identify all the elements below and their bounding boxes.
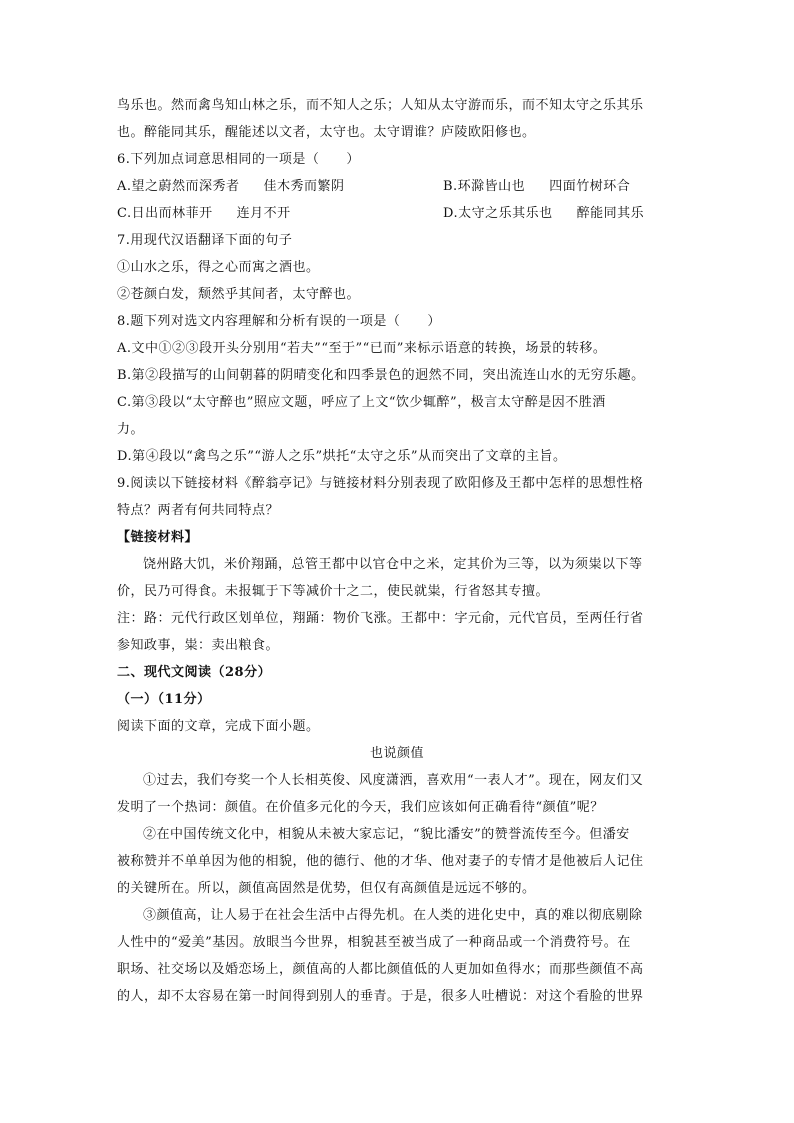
paragraph-1-line-2: 发明了一个热词：颜值。在价值多元化的今天，我们应该如何正确看待“颜值”呢？ [117,800,604,815]
option-c-part1: C.日出而林菲开 [117,206,213,221]
question-9-line-2: 特点？两者有何共同特点？ [117,503,280,518]
question-7-sentence-2: ②苍颜白发，颓然乎其间者，太守醉也。 [117,287,361,302]
option-d-part2: 醉能同其乐 [576,206,645,221]
option-a-part2: 佳木秀而繁阴 [263,179,345,194]
question-8-option-b: B.第②段描写的山间朝暮的阴晴变化和四季景色的迥然不同，突出流连山水的无穷乐趣。 [117,368,645,383]
note-line-2: 参知政事，粜：卖出粮食。 [117,638,280,653]
reading-instruction: 阅读下面的文章，完成下面小题。 [117,719,320,734]
paragraph-2-line-3: 的关键所在。所以，颜值高固然是优势，但仅有高颜值是远远不够的。 [117,881,536,896]
material-line-2: 价，民乃可得食。未报辄于下等减价十之二，使民就粜，行省怒其专擅。 [117,584,550,599]
paragraph-2-line-1: ②在中国传统文化中，相貌从未被大家忘记，“貌比潘安”的赞誉流传至今。但潘安 [143,827,630,842]
section-2-heading: 二、现代文阅读（28分） [117,665,272,680]
document-page [117,92,677,1010]
linked-material-title: 【链接材料】 [117,530,199,545]
intro-line-2: 也。醉能同其乐，醒能述以文者，太守也。太守谓谁？庐陵欧阳修也。 [117,125,536,140]
paragraph-3-line-4: 的人，却不太容易在第一时间得到别人的垂青。于是，很多人吐槽说：对这个看脸的世界 [117,989,644,1004]
question-6-options-ab [117,173,677,200]
question-8-option-c-line-2: 力。 [117,422,145,437]
paragraph-1-line-1: ①过去，我们夸奖一个人长相英俊、风度潇洒，喜欢用“一表人才”。现在，网友们又 [143,773,644,788]
question-9-line-1: 9.阅读以下链接材料《醉翁亭记》与链接材料分别表现了欧阳修及王都中怎样的思想性格 [117,476,644,491]
intro-line-1: 鸟乐也。然而禽鸟知山林之乐，而不知人之乐；人知从太守游而乐，而不知太守之乐其乐 [117,98,644,113]
question-7-sentence-1: ①山水之乐，得之心而寓之酒也。 [117,260,320,275]
material-line-1: 饶州路大饥，米价翔踊，总管王都中以官仓中之米，定其价为三等，以为须粜以下等 [143,557,643,572]
paragraph-3-line-1: ③颜值高，让人易于在社会生活中占得先机。在人类的进化史中，真的难以彻底剔除 [143,908,643,923]
question-8-option-a: A.文中①②③段开头分别用“若夫”“至于”“已而”来标示语意的转换，场景的转移。 [117,341,607,356]
paragraph-2-line-2: 被称赞并不单单因为他的相貌，他的德行、他的才华、他对妻子的专情才是他被后人记住 [117,854,644,869]
note-line-1: 注：路：元代行政区划单位，翔踊：物价飞涨。王都中：字元俞，元代官员，至两任行省 [117,611,644,626]
option-d-part1: D.太守之乐其乐也 [443,206,553,221]
paragraph-3-line-3: 职场、社交场以及婚恋场上，颜值高的人都比颜值低的人更加如鱼得水；而那些颜值不高 [117,962,644,977]
question-6-stem: 6.下列加点词意思相同的一项是（ ） [117,152,360,167]
question-6-options-cd [117,200,677,227]
option-b-part1: B.环滁皆山也 [443,179,526,194]
article-title: 也说颜值 [369,746,424,761]
question-8-option-d: D.第④段以“禽鸟之乐”“游人之乐”烘托“太守之乐”从而突出了文章的主旨。 [117,449,567,464]
paragraph-3-line-2: 人性中的“爱美”基因。放眼当今世界，相貌甚至被当成了一种商品或一个消费符号。在 [117,935,631,950]
question-8-stem: 8.题下列对选文内容理解和分析有误的一项是（ ） [117,314,441,329]
question-7-stem: 7.用现代汉语翻译下面的句子 [117,233,293,248]
option-c-part2: 连月不开 [236,206,291,221]
option-a-part1: A.望之蔚然而深秀者 [117,179,240,194]
option-b-part2: 四面竹树环合 [549,179,631,194]
question-8-option-c-line-1: C.第③段以“太守醉也”照应文题，呼应了上文“饮少辄醉”，极言太守醉是因不胜酒 [117,395,606,410]
subsection-heading: （一）（11分） [117,692,211,707]
